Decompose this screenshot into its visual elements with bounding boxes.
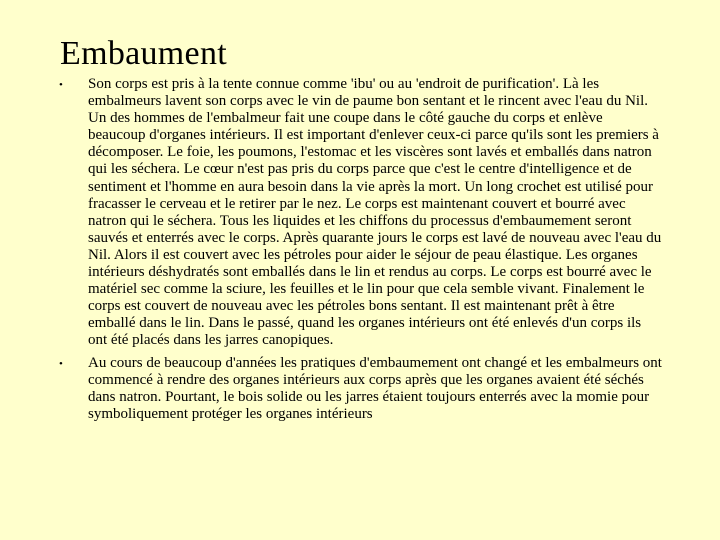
bullet-item (58, 76, 662, 350)
bullet-dot-icon: • (59, 79, 63, 91)
bullet-text: Son corps est pris à la tente connue comme 'ibu' ou au 'endroit de purification'. Là les embalmeurs lavent son corps avec le vin de paume bon sentant et le rincent avec l'eau du Nil. Un des hommes de l'embalmeur fait une coupe dans le côté gauche du corps et enlève beaucoup d'organes intérieurs. Il est important d'enlever ceux-ci parce qu'ils sont les premiers à décomposer. Le foie, les poumons, l'estomac et les viscères sont lavés et emballés dans natron qui les séchera. Le cœur n'est pas pris du corps parce que c'est le centre d'intelligence et de sentiment et l'homme en aura besoin dans la vie après la mort. Un long crochet est utilisé pour fracasser le cerveau et le retirer par le nez. Le corps est maintenant couvert et bourré avec natron qui le séchera. Tous les liquides et les chiffons du processus d'embaumement seront sauvés et enterrés avec le corps. Après quarante jours le corps est lavé de nouveau avec l'eau du Nil. Alors il est couvert avec les pétroles pour aider le séjour de peau élastique. Les organes intérieurs déshydratés sont emballés dans le lin et rendus au corps. Le corps est bourré avec le matériel sec comme la sciure, les feuilles et le lin pour que cela semble vivant. Finalement le corps est couvert de nouveau avec les pétroles bons sentant. Il est maintenant prêt à être emballé dans le lin. Dans le passé, quand les organes intérieurs ont été enlevés d'un corps ils ont été placés dans les jarres canopiques. (88, 76, 662, 349)
bullet-list (58, 76, 662, 428)
bullet-text: Au cours de beaucoup d'années les pratiques d'embaumement ont changé et les embalmeurs ont commencé à rendre des organes intérieurs aux corps après que les organes avaient été séchés dans natron. Pourtant, le bois solide ou les jarres étaient toujours enterrés avec la momie pour symboliquement protéger les organes intérieurs (88, 354, 662, 422)
slide-title: Embaument (60, 35, 227, 72)
bullet-item (58, 355, 662, 423)
bullet-dot-icon: • (59, 357, 63, 370)
